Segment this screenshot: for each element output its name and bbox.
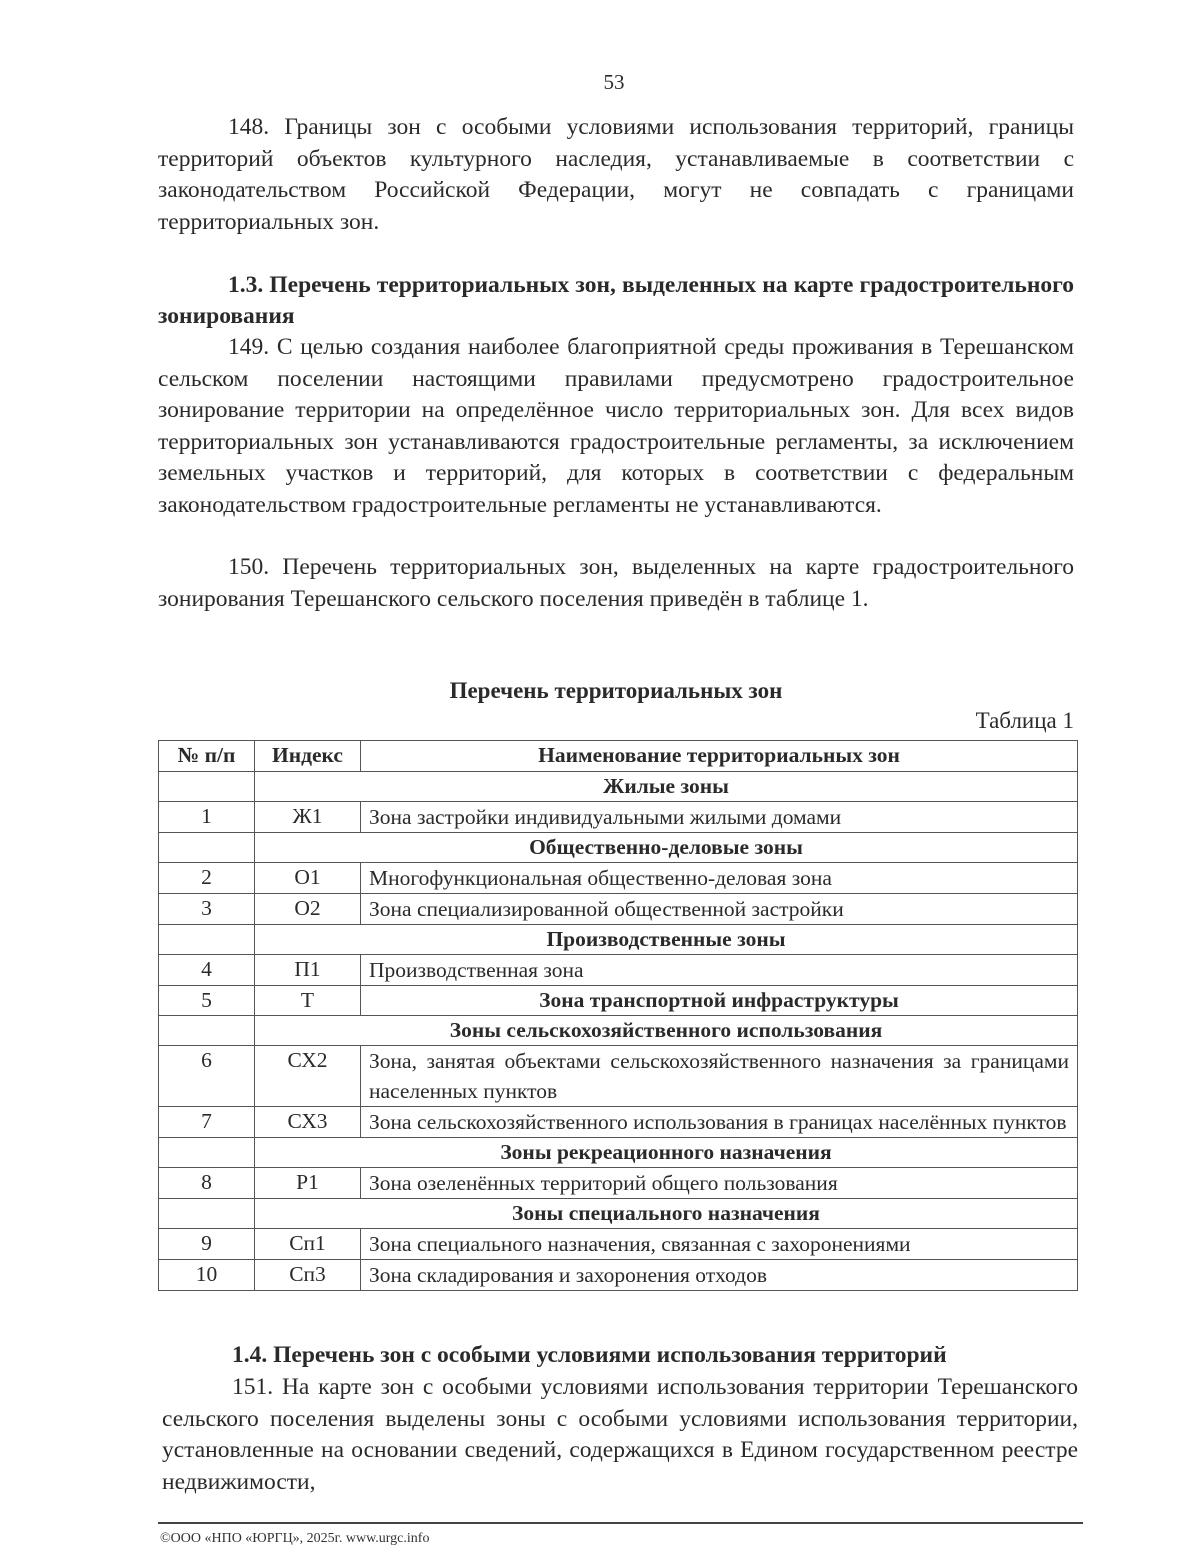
row-index: СХ3 xyxy=(255,1107,361,1138)
row-num: 3 xyxy=(159,894,255,925)
group-label: Производственные зоны xyxy=(255,925,1078,955)
row-name: Производственная зона xyxy=(361,955,1078,986)
table-row xyxy=(159,802,1078,833)
row-name: Зона специализированной общественной застройки xyxy=(361,894,1078,925)
table-title: Перечень территориальных зон xyxy=(449,678,783,703)
group-label: Зоны рекреационного назначения xyxy=(255,1138,1078,1168)
table-row xyxy=(159,1229,1078,1260)
section-heading-1-4: 1.4. Перечень зон с особыми условиями использования территорий xyxy=(232,1342,947,1368)
table-caption: Таблица 1 xyxy=(975,708,1074,733)
row-name: Зона озеленённых территорий общего пользования xyxy=(361,1168,1078,1199)
group-label: Зоны специального назначения xyxy=(255,1199,1078,1229)
table-row xyxy=(159,1107,1078,1138)
zones-table xyxy=(158,740,1078,1291)
table-row xyxy=(159,863,1078,894)
table-row xyxy=(159,1046,1078,1107)
row-index: О1 xyxy=(255,863,361,894)
header-index: Индекс xyxy=(255,741,361,772)
table-header-row xyxy=(159,741,1078,772)
row-index: СХ2 xyxy=(255,1046,361,1107)
paragraph-148: 148. Границы зон с особыми условиями использования территорий, границы территорий объектов культурного наследия, устанавливаемые в соответствии с законодательством Российской Федерации, могут не совпадать с границами территориальных зон. xyxy=(158,114,1074,235)
row-index: Р1 xyxy=(255,1168,361,1199)
row-name: Зона специального назначения, связанная с захоронениями xyxy=(361,1229,1078,1260)
row-name: Зона застройки индивидуальными жилыми домами xyxy=(361,802,1078,833)
table-row xyxy=(159,986,1078,1016)
row-index: Сп3 xyxy=(255,1260,361,1291)
row-num: 7 xyxy=(159,1107,255,1138)
row-name: Зона транспортной инфраструктуры xyxy=(361,986,1078,1016)
row-name: Многофункциональная общественно-деловая зона xyxy=(361,863,1078,894)
row-index: Сп1 xyxy=(255,1229,361,1260)
row-name: Зона сельскохозяйственного использования в границах населённых пунктов xyxy=(361,1107,1078,1138)
row-index: Т xyxy=(255,986,361,1016)
row-name: Зона складирования и захоронения отходов xyxy=(361,1260,1078,1291)
header-name: Наименование территориальных зон xyxy=(361,741,1078,772)
row-num: 2 xyxy=(159,863,255,894)
row-index: О2 xyxy=(255,894,361,925)
paragraph-149: 149. С целью создания наиболее благоприятной среды проживания в Терешанском сельском поселении настоящими правилами предусмотрено градостроительное зонирование территории на определённое число территориальных зон. Для всех видов территориальных зон устанавливаются градостроительные регламенты, за исключением земельных участков и территорий, для которых в соответствии с федеральным законодательством градостроительные регламенты не устанавливаются. xyxy=(158,334,1074,518)
footer-divider xyxy=(158,1522,1083,1524)
header-num: № п/п xyxy=(159,741,255,772)
group-row xyxy=(159,925,1078,955)
group-row xyxy=(159,1138,1078,1168)
row-num: 6 xyxy=(159,1046,255,1107)
row-index: Ж1 xyxy=(255,802,361,833)
row-num: 9 xyxy=(159,1229,255,1260)
row-num: 8 xyxy=(159,1168,255,1199)
group-row xyxy=(159,1016,1078,1046)
paragraph-150: 150. Перечень территориальных зон, выделенных на карте градостроительного зонирования Терешанского сельского поселения приведён в таблице 1. xyxy=(158,554,1074,612)
row-num: 10 xyxy=(159,1260,255,1291)
footer-text: ©ООО «НПО «ЮРГЦ», 2025г. www.urgc.info xyxy=(160,1531,430,1546)
table-row xyxy=(159,955,1078,986)
group-row xyxy=(159,772,1078,802)
row-num: 5 xyxy=(159,986,255,1016)
row-num: 1 xyxy=(159,802,255,833)
table-row xyxy=(159,894,1078,925)
table-row xyxy=(159,1168,1078,1199)
row-name: Зона, занятая объектами сельскохозяйственного назначения за границами населенных пунктов xyxy=(361,1046,1078,1107)
group-label: Жилые зоны xyxy=(255,772,1078,802)
group-row xyxy=(159,833,1078,863)
row-num: 4 xyxy=(159,955,255,986)
row-index: П1 xyxy=(255,955,361,986)
group-label: Зоны сельскохозяйственного использования xyxy=(255,1016,1078,1046)
page-number: 53 xyxy=(603,70,625,94)
group-label: Общественно-деловые зоны xyxy=(255,833,1078,863)
paragraph-151: 151. На карте зон с особыми условиями использования территории Терешанского сельского поселения выделены зоны с особыми условиями использования территории, установленные на основании сведений, содержащихся в Едином государственном реестре недвижимости, xyxy=(162,1374,1078,1495)
table-row xyxy=(159,1260,1078,1291)
group-row xyxy=(159,1199,1078,1229)
section-heading-1-3: 1.3. Перечень территориальных зон, выделенных на карте градостроительного зонирования xyxy=(158,272,1074,329)
